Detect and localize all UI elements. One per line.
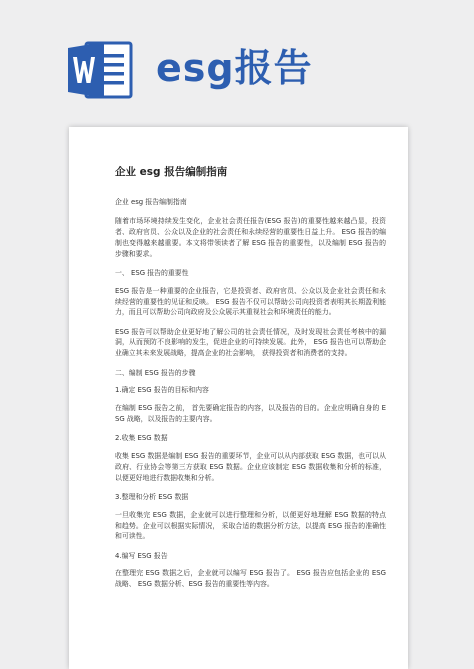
document-title: 企业 esg 报告编制指南 (115, 166, 228, 178)
subsection-heading: 2.收集 ESG 数据 (115, 434, 168, 443)
paragraph: 在整理完 ESG 数据之后，企业就可以编写 ESG 报告了。 ESG 报告应包括企业的 ESG 战略、 ESG 数据分析、ESG 报告的重要性等内容。 (115, 569, 386, 589)
paragraph: ESG 报告可以帮助企业更好地了解公司的社会责任情况，及时发现社会责任考核中的漏洞，从而预防不良影响的发生，促进企业的可持续发展。此外， ESG 报告也可以帮助企业确立其未来发展战略，提高企业的社会影响， 获得投资者和消费者的支持。 (115, 327, 386, 358)
subsection-heading: 1.确定 ESG 报告的目标和内容 (115, 386, 209, 395)
subsection-heading: 3.整理和分析 ESG 数据 (115, 492, 189, 501)
header-title: esg报告 (156, 46, 313, 90)
document-page (69, 127, 408, 669)
header (0, 0, 474, 118)
paragraph: 收集 ESG 数据是编制 ESG 报告的重要环节，企业可以从内部获取 ESG 数据，也可以从政府、行业协会等第三方获取 ESG 数据。企业应该制定 ESG 数据收集和分析的标准，以便更好地进行数据收集和分析。 (115, 452, 386, 482)
subsection-heading: 4.编写 ESG 报告 (115, 551, 168, 560)
word-document-icon (68, 40, 134, 100)
paragraph: 随着市场环境持续发生变化，企业社会责任报告(ESG 报告)的重要性越来越凸显，投资者、政府官员、公众以及企业的社会责任和永续经营的重要性日益上升。 ESG 报告的编制也变得越来越重要。本文将带领读者了解 ESG 报告的重要性，以及编制 ESG 报告的步骤和要求。 (115, 217, 386, 258)
paragraph: 一旦收集完 ESG 数据，企业就可以进行整理和分析，以便更好地理解 ESG 数据的特点和趋势。企业可以根据实际情况， 采取合适的数据分析方法，以提高 ESG 报告的准确性和可读性。 (115, 510, 386, 541)
section-heading: 二、编制 ESG 报告的步骤 (115, 368, 196, 377)
paragraph: ESG 报告是一种重要的企业报告，它是投资者、政府官员、公众以及企业社会责任和永续经营的重要性的见证和反映。 ESG 报告不仅可以帮助公司向投资者表明其长期盈利能力，而且可以帮助公司向政府及公众展示其重视社会和环境责任的能力。 (115, 286, 386, 317)
paragraph: 企业 esg 报告编制指南 (115, 198, 187, 206)
section-heading: 一、 ESG 报告的重要性 (115, 268, 189, 277)
paragraph: 在编制 ESG 报告之前， 首先要确定报告的内容，以及报告的目的。企业应明确自身的 ESG 战略，以及报告的主要内容。 (115, 404, 386, 423)
